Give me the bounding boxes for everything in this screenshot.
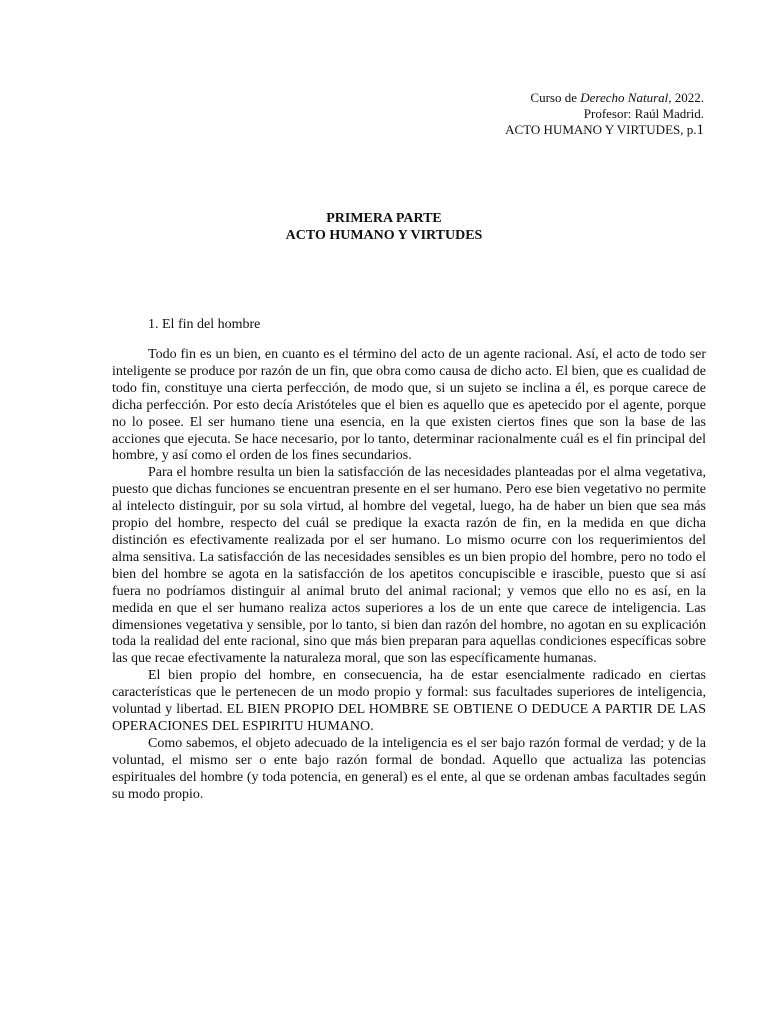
page-header bbox=[505, 90, 704, 138]
paragraph: Para el hombre resulta un bien la satisfacción de las necesidades planteadas por el alma vegetativa, puesto que dichas funciones se encuentran presente en el ser humano. Pero ese bien vegetativo no permite al intelecto distinguir, por su sola virtud, al hombre del vegetal, luego, ha de haber un bien que sea más propio del hombre, respecto del cuál se predique la exacta razón de fin, en la medida en que dicha distinción es efectivamente realizada por el ser humano. Lo mismo ocurre con los requerimientos del alma sensitiva. La satisfacción de las necesidades sensibles es un bien propio del hombre, pero no todo el bien del hombre se agota en la satisfacción de los apetitos concupiscible e irascible, puesto que si así fuera no podríamos distinguir al animal bruto del animal racional; y vemos que ello no es así, en la medida en que el ser humano realiza actos superiores a los de un ente que carece de inteligencia. Las dimensiones vegetativa y sensible, por lo tanto, si bien dan razón del hombre, no agotan en su explicación toda la realidad del ente racional, sino que más bien preparan para aquellas condiciones específicas sobre las que recae efectivamente la naturaleza moral, que son las específicamente humanas. bbox=[112, 465, 706, 667]
course-name: Derecho Natural, bbox=[580, 90, 672, 105]
paragraph: Como sabemos, el objeto adecuado de la inteligencia es el ser bajo razón formal de verdad; y de la voluntad, el mismo ser o ente bajo razón formal de bondad. Aquello que actualiza las potencias espirituales del hombre (y toda potencia, en general) es el ente, al que se ordenan ambas facultades según su modo propio. bbox=[112, 735, 706, 802]
page-number: 1 bbox=[696, 122, 704, 138]
document-title bbox=[0, 210, 768, 244]
title-part: PRIMERA PARTE bbox=[326, 211, 442, 226]
course-year: 2022. bbox=[671, 90, 704, 105]
section-heading: 1. El fin del hombre bbox=[148, 317, 261, 332]
doc-label: ACTO HUMANO Y VIRTUDES, p. bbox=[505, 122, 697, 137]
paragraph: Todo fin es un bien, en cuanto es el término del acto de un agente racional. Así, el acto de todo ser inteligente se produce por razón de un fin, que obra como causa de dicho acto. El bien, que es cualidad de todo fin, constituye una cierta perfección, de modo que, si un sujeto se inclina a él, es porque carece de dicha perfección. Por esto decía Aristóteles que el bien es aquello que es apetecido por el agente, porque no lo posee. El ser humano tiene una esencia, en la que existen ciertos fines que son la base de las acciones que ejecuta. Se hace necesario, por lo tanto, determinar racionalmente cuál es el fin principal del hombre, y así como el orden de los fines secundarios. bbox=[112, 347, 706, 464]
doc-label-line bbox=[505, 122, 704, 138]
course-line bbox=[505, 90, 704, 106]
title-subject: ACTO HUMANO Y VIRTUDES bbox=[285, 228, 483, 243]
paragraph: El bien propio del hombre, en consecuencia, ha de estar esencialmente radicado en ciertas características que le pertenecen de un modo propio y formal: sus facultades superiores de inteligencia, voluntad y libertad. EL BIEN PROPIO DEL HOMBRE SE OBTIENE O DEDUCE A PARTIR DE LAS OPERACIONES DEL ESPIRITU HUMANO. bbox=[112, 668, 706, 734]
professor-line: Profesor: Raúl Madrid. bbox=[583, 106, 704, 121]
course-prefix: Curso de bbox=[530, 90, 581, 105]
body-text bbox=[112, 347, 706, 803]
